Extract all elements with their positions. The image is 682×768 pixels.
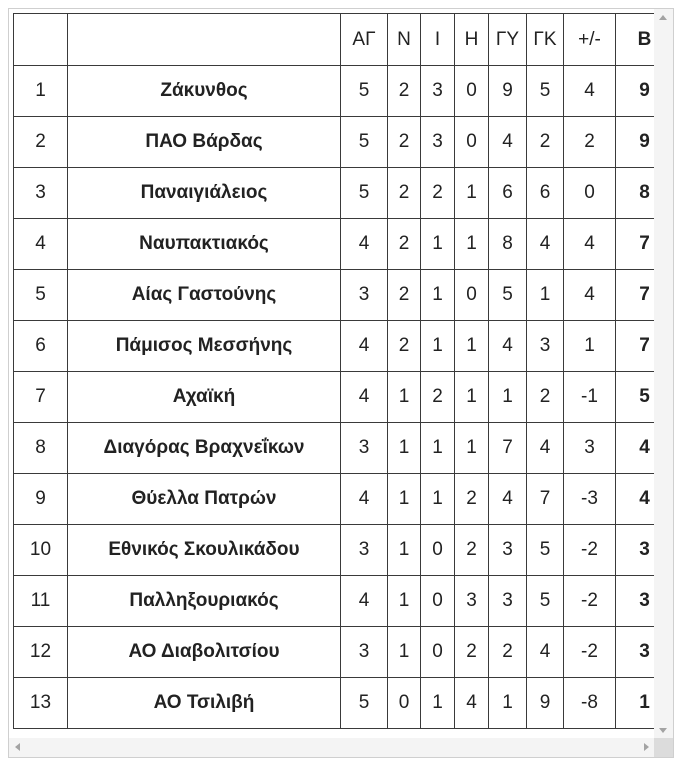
cell-played: 3	[341, 525, 388, 576]
cell-goals-for: 9	[489, 66, 527, 117]
cell-rank: 8	[14, 423, 68, 474]
cell-goal-diff: 2	[564, 117, 616, 168]
cell-wins: 1	[388, 372, 421, 423]
cell-wins: 0	[388, 678, 421, 729]
cell-losses: 2	[455, 525, 489, 576]
cell-played: 5	[341, 168, 388, 219]
cell-rank: 6	[14, 321, 68, 372]
header-row	[14, 14, 656, 66]
cell-rank: 2	[14, 117, 68, 168]
cell-wins: 2	[388, 66, 421, 117]
cell-losses: 3	[455, 576, 489, 627]
cell-wins: 1	[388, 474, 421, 525]
cell-played: 4	[341, 474, 388, 525]
cell-points: 9	[616, 66, 656, 117]
cell-played: 5	[341, 117, 388, 168]
cell-played: 4	[341, 576, 388, 627]
cell-played: 4	[341, 372, 388, 423]
cell-goal-diff: -2	[564, 576, 616, 627]
cell-losses: 2	[455, 627, 489, 678]
cell-draws: 3	[421, 117, 455, 168]
table-viewport	[9, 9, 655, 739]
cell-goals-against: 5	[527, 576, 564, 627]
cell-goals-against: 1	[527, 270, 564, 321]
vertical-scrollbar[interactable]	[654, 9, 673, 739]
cell-losses: 1	[455, 321, 489, 372]
cell-losses: 2	[455, 474, 489, 525]
cell-draws: 0	[421, 525, 455, 576]
cell-goals-against: 7	[527, 474, 564, 525]
table-frame	[8, 8, 674, 758]
cell-goals-for: 3	[489, 576, 527, 627]
header-wins: Ν	[388, 14, 421, 66]
cell-goals-against: 5	[527, 66, 564, 117]
header-played: ΑΓ	[341, 14, 388, 66]
cell-goal-diff: -3	[564, 474, 616, 525]
table-row	[14, 117, 656, 168]
cell-draws: 0	[421, 576, 455, 627]
cell-wins: 1	[388, 423, 421, 474]
cell-goals-against: 9	[527, 678, 564, 729]
cell-rank: 1	[14, 66, 68, 117]
scroll-left-arrow-icon[interactable]	[15, 743, 20, 751]
cell-goal-diff: 3	[564, 423, 616, 474]
cell-wins: 2	[388, 117, 421, 168]
cell-goal-diff: 4	[564, 270, 616, 321]
cell-points: 1	[616, 678, 656, 729]
cell-team: Αχαϊκή	[68, 372, 341, 423]
cell-goal-diff: -8	[564, 678, 616, 729]
header-rank	[14, 14, 68, 66]
cell-rank: 7	[14, 372, 68, 423]
cell-draws: 0	[421, 627, 455, 678]
table-row	[14, 168, 656, 219]
scroll-right-arrow-icon[interactable]	[644, 743, 649, 751]
cell-goals-for: 8	[489, 219, 527, 270]
cell-draws: 1	[421, 678, 455, 729]
cell-points: 3	[616, 525, 656, 576]
cell-goal-diff: 4	[564, 219, 616, 270]
cell-draws: 1	[421, 270, 455, 321]
cell-rank: 3	[14, 168, 68, 219]
header-points: Β	[616, 14, 656, 66]
cell-goal-diff: -2	[564, 627, 616, 678]
cell-losses: 1	[455, 423, 489, 474]
cell-goals-for: 4	[489, 321, 527, 372]
cell-goals-for: 3	[489, 525, 527, 576]
cell-played: 3	[341, 270, 388, 321]
table-row	[14, 576, 656, 627]
cell-losses: 1	[455, 219, 489, 270]
header-team	[68, 14, 341, 66]
cell-played: 3	[341, 423, 388, 474]
cell-goals-against: 4	[527, 219, 564, 270]
cell-team: Πάμισος Μεσσήνης	[68, 321, 341, 372]
cell-goals-against: 5	[527, 525, 564, 576]
header-draws: Ι	[421, 14, 455, 66]
table-row	[14, 474, 656, 525]
cell-losses: 1	[455, 168, 489, 219]
cell-goals-against: 4	[527, 423, 564, 474]
cell-team: Θύελλα Πατρών	[68, 474, 341, 525]
cell-wins: 1	[388, 525, 421, 576]
table-row	[14, 678, 656, 729]
header-goal-diff: +/-	[564, 14, 616, 66]
table-row	[14, 525, 656, 576]
table-row	[14, 423, 656, 474]
horizontal-scrollbar[interactable]	[9, 738, 655, 757]
cell-wins: 2	[388, 321, 421, 372]
cell-draws: 1	[421, 423, 455, 474]
cell-played: 5	[341, 678, 388, 729]
cell-goals-for: 4	[489, 117, 527, 168]
cell-rank: 4	[14, 219, 68, 270]
cell-draws: 1	[421, 321, 455, 372]
cell-draws: 3	[421, 66, 455, 117]
cell-points: 3	[616, 576, 656, 627]
cell-rank: 13	[14, 678, 68, 729]
cell-points: 5	[616, 372, 656, 423]
cell-wins: 2	[388, 168, 421, 219]
cell-losses: 0	[455, 117, 489, 168]
cell-played: 5	[341, 66, 388, 117]
cell-team: ΑΟ Τσιλιβή	[68, 678, 341, 729]
cell-team: Ναυπακτιακός	[68, 219, 341, 270]
table-row	[14, 321, 656, 372]
cell-points: 4	[616, 474, 656, 525]
header-losses: Η	[455, 14, 489, 66]
standings-table	[13, 13, 655, 729]
cell-team: Παναιγιάλειος	[68, 168, 341, 219]
cell-goal-diff: -2	[564, 525, 616, 576]
cell-rank: 9	[14, 474, 68, 525]
cell-goals-for: 5	[489, 270, 527, 321]
cell-goals-against: 4	[527, 627, 564, 678]
header-goals-for: ΓΥ	[489, 14, 527, 66]
cell-team: Αίας Γαστούνης	[68, 270, 341, 321]
cell-points: 4	[616, 423, 656, 474]
cell-team: Παλληξουριακός	[68, 576, 341, 627]
cell-draws: 1	[421, 219, 455, 270]
cell-played: 4	[341, 219, 388, 270]
cell-rank: 11	[14, 576, 68, 627]
cell-goals-against: 3	[527, 321, 564, 372]
cell-draws: 1	[421, 474, 455, 525]
cell-goals-against: 2	[527, 117, 564, 168]
cell-goals-for: 1	[489, 372, 527, 423]
cell-goals-for: 7	[489, 423, 527, 474]
cell-played: 3	[341, 627, 388, 678]
cell-goals-against: 2	[527, 372, 564, 423]
cell-goal-diff: -1	[564, 372, 616, 423]
cell-goal-diff: 0	[564, 168, 616, 219]
scroll-up-arrow-icon[interactable]	[659, 15, 667, 20]
table-row	[14, 372, 656, 423]
scrollbar-corner	[654, 738, 673, 757]
cell-losses: 1	[455, 372, 489, 423]
cell-rank: 12	[14, 627, 68, 678]
cell-goals-for: 2	[489, 627, 527, 678]
cell-wins: 1	[388, 576, 421, 627]
cell-team: Εθνικός Σκουλικάδου	[68, 525, 341, 576]
table-row	[14, 270, 656, 321]
header-goals-against: ΓΚ	[527, 14, 564, 66]
cell-wins: 2	[388, 270, 421, 321]
cell-goals-for: 1	[489, 678, 527, 729]
scroll-down-arrow-icon[interactable]	[659, 728, 667, 733]
cell-points: 9	[616, 117, 656, 168]
cell-draws: 2	[421, 168, 455, 219]
cell-points: 7	[616, 219, 656, 270]
cell-wins: 2	[388, 219, 421, 270]
cell-goal-diff: 4	[564, 66, 616, 117]
cell-played: 4	[341, 321, 388, 372]
cell-goal-diff: 1	[564, 321, 616, 372]
cell-team: ΑΟ Διαβολιτσίου	[68, 627, 341, 678]
cell-goals-against: 6	[527, 168, 564, 219]
cell-draws: 2	[421, 372, 455, 423]
cell-wins: 1	[388, 627, 421, 678]
cell-points: 3	[616, 627, 656, 678]
cell-team: Ζάκυνθος	[68, 66, 341, 117]
cell-rank: 5	[14, 270, 68, 321]
cell-points: 8	[616, 168, 656, 219]
table-row	[14, 66, 656, 117]
cell-losses: 0	[455, 66, 489, 117]
cell-points: 7	[616, 270, 656, 321]
cell-losses: 4	[455, 678, 489, 729]
cell-losses: 0	[455, 270, 489, 321]
cell-rank: 10	[14, 525, 68, 576]
cell-team: ΠΑΟ Βάρδας	[68, 117, 341, 168]
cell-goals-for: 4	[489, 474, 527, 525]
table-row	[14, 219, 656, 270]
cell-team: Διαγόρας Βραχνεΐκων	[68, 423, 341, 474]
table-row	[14, 627, 656, 678]
cell-goals-for: 6	[489, 168, 527, 219]
cell-points: 7	[616, 321, 656, 372]
